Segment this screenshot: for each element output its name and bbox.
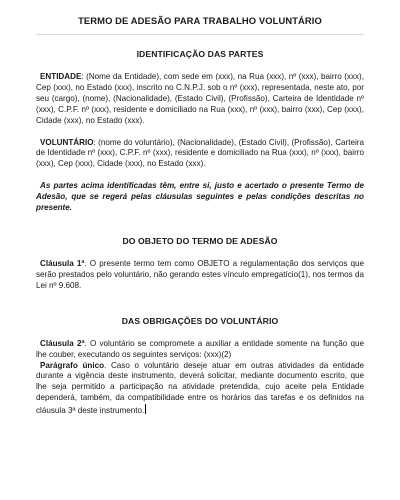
sole-paragraph-label: Parágrafo único <box>40 360 105 370</box>
entity-paragraph <box>36 72 364 127</box>
entity-text: : (Nome da Entidade), com sede em (xxx), na Rua (xxx), nº (xxx), bairro (xxx), Cep (xxx), no Estado (xxx), inscrito no C.N.P.J. sob o nº (xxx), representada, neste ato, por seu (cargo), (nome), (Nacionalidade), (Estado Civil), (Profissão), Carteira de Identidade nº (xxx), C.P.F. nº (xxx), residente e domiciliado na Rua (xxx), nº (xxx), bairro (xxx), Cep (xxx), Cidade (xxx), no Estado (xxx). <box>36 72 364 125</box>
obligations-heading: DAS OBRIGAÇÕES DO VOLUNTÁRIO <box>121 315 279 326</box>
entity-label: ENTIDADE <box>40 72 82 81</box>
sole-paragraph-text: . Caso o voluntário deseje atuar em outras atividades da entidade durante a vigência deste instrumento, deverá solicitar, mediante documento escrito, que lhe seja permitido a participação na atividade pretendida, cujo aceite pela Entidade dependerá, também, da compatibilidade entre os horários das tarefas e os definidos na cláusula 3ª deste instrumento. <box>36 360 364 416</box>
volunteer-label: VOLUNTÁRIO <box>40 137 94 147</box>
object-heading: DO OBJETO DO TERMO DE ADESÃO <box>122 235 278 246</box>
clause-2-text: . O voluntário se compromete a auxiliar a entidade somente na função que lhe couber, executando os seguintes serviços: (xxx)(2) <box>36 338 364 359</box>
volunteer-paragraph <box>36 138 364 171</box>
sole-paragraph[interactable] <box>36 361 364 418</box>
document-title: TERMO DE ADESÃO PARA TRABALHO VOLUNTÁRIO <box>78 15 322 26</box>
clause-2-paragraph <box>36 339 364 361</box>
text-cursor <box>145 404 146 414</box>
volunteer-text: : (nome do voluntário), (Nacionalidade), (Estado Civil), (Profissão), Carteira de Identidade nº (xxx), C.P.F. nº (xxx), residente e domiciliado na Rua (xxx), nº (xxx), bairro (xxx), Cep (xxx), Cidade (xxx), no Estado (xxx). <box>36 137 364 169</box>
clause-1-text: . O presente termo tem como OBJETO a regulamentação dos serviços que serão prestados pelo voluntário, não gerando estes vínculo empregatício(1), nos termos da Lei nº 9.608. <box>36 258 365 290</box>
agreement-paragraph: As partes acima identificadas têm, entre si, justo e acertado o presente Termo de Adesão, que se regerá pelas cláusulas seguintes e pelas condições descritas no presente. <box>36 181 364 213</box>
clause-2-label: Cláusula 2ª <box>40 338 85 348</box>
clause-1-paragraph <box>36 259 364 292</box>
clause-1-label: Cláusula 1ª <box>40 258 85 268</box>
identification-heading: IDENTIFICAÇÃO DAS PARTES <box>136 49 264 59</box>
